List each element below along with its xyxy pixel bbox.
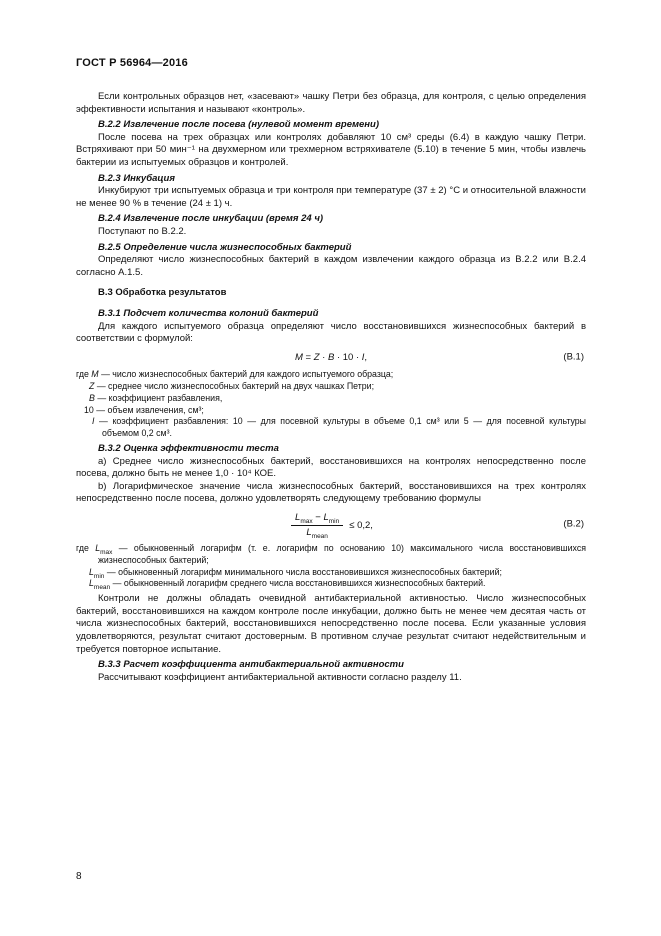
page-number: 8 [76, 871, 82, 882]
formula-punctuation: , [364, 351, 368, 363]
formula-operator: · 10 · [334, 351, 362, 363]
def-term: 10 [84, 404, 94, 415]
heading-b2-4: В.2.4 Извлечение после инкубации (время 24 ч) [98, 213, 324, 225]
doc-number: ГОСТ Р 56964—2016 [76, 57, 188, 69]
formula-variable: В [327, 351, 335, 363]
formula-variable: L [306, 526, 312, 538]
paragraph-b3-2-a: а) Среднее число жизнеспособных бактерий, восстановившихся на контролях непосредственно после посева, должно быть не менее 1,0 · 10⁴ КОЕ. [76, 455, 586, 480]
def-text: — обыкновенный логарифм (т. е. логарифм по основанию 10) максимального числа восстановившихся жизнеспособных бактерий; [98, 543, 586, 565]
def-text: — коэффициент разбавления, [94, 392, 223, 403]
def-text: — обыкновенный логарифм минимального числа восстановившихся жизнеспособных бактерий; [104, 566, 502, 577]
intro-paragraph: Если контрольных образцов нет, «засевают» чашку Петри без образца, для контроля, с целью определения эффективности испытания и называют «контроль». [76, 91, 586, 115]
heading-b3: В.3 Обработка результатов [98, 287, 227, 299]
paragraph-b3-3: Рассчитывают коэффициент антибактериальной активности согласно разделу 11. [98, 671, 462, 683]
definition-item [76, 543, 586, 567]
paragraph-b2-2: После посева на трех образцах или контролях добавляют 10 см³ среды (6.4) в каждую чашку Петри. Встряхивают при 50 мин⁻¹ на двухмерном или трехмерном встряхивателе (5.10) в течение 5 мин, чтобы извлечь бактерии из испытуемых образцов и контролей. [76, 131, 586, 168]
definition-item [76, 405, 586, 417]
paragraph-b2-4: Поступают по В.2.2. [98, 225, 187, 237]
formula-b2-number: (В.2) [563, 518, 584, 530]
paragraph-b3-2-closing: Контроли не должны обладать очевидной антибактериальной активностью. Число жизнеспособных бактерий, восстановившихся на каждом контроле после инкубации, должно быть не менее чем десятая часть от числа жизнеспособных бактерий, восстановившихся непосредственно после посева. Если указанные условия удовлетворяются, результат считают достоверным. В противном случае результат считают недействительным и требуется повторное испытание. [76, 593, 586, 655]
def-term: В [89, 392, 95, 403]
definition-item [76, 578, 586, 590]
def-prefix: где [76, 543, 96, 554]
fraction-numerator [291, 512, 343, 526]
def-text: — коэффициент разбавления: 10 — для посевной культуры в объеме 0,1 см³ или 5 — для посевной культуры объемом 0,2 см³. [94, 416, 586, 439]
formula-variable: М [294, 351, 303, 363]
heading-b2-5: В.2.5 Определение числа жизнеспособных бактерий [98, 241, 352, 253]
formula-b1-expression [295, 352, 367, 363]
heading-b3-1: В.3.1 Подсчет количества колоний бактерий [98, 307, 319, 319]
definition-item [76, 416, 586, 440]
def-term: I [92, 416, 95, 427]
def-term: L [89, 566, 94, 577]
formula-subscript: mean [311, 532, 328, 540]
formula-b1-definitions [76, 369, 586, 440]
def-term: L [89, 578, 94, 589]
def-text: — обыкновенный логарифм среднего числа восстановившихся жизнеспособных бактерий. [110, 578, 486, 589]
def-term: М [91, 369, 99, 380]
formula-operator: = [302, 351, 314, 363]
def-text: — число жизнеспособных бактерий для каждого испытуемого образца; [98, 369, 394, 380]
def-text: — среднее число жизнеспособных бактерий на двух чашках Петри; [94, 381, 375, 392]
formula-b1 [76, 352, 586, 365]
formula-b1-number: (В.1) [563, 351, 584, 363]
def-term-subscript: min [93, 572, 105, 580]
formula-b2 [76, 512, 586, 538]
formula-operator: − [312, 512, 324, 524]
paragraph-b2-3: Инкубируют три испытуемых образца и три контроля при температуре (37 ± 2) °С и относительной влажности не менее 90 % в течение (24 ± 1) ч. [76, 185, 586, 209]
heading-b3-3: В.3.3 Расчет коэффициента антибактериальной активности [98, 659, 404, 671]
def-term-subscript: max [100, 548, 113, 556]
formula-operator: · [319, 351, 328, 363]
formula-variable: I [361, 351, 365, 363]
definition-item [76, 381, 586, 393]
paragraph-b3-1: Для каждого испытуемого образца определяют число восстановившихся жизнеспособных бактерий в соответствии с формулой: [76, 320, 586, 345]
heading-b2-2: В.2.2 Извлечение после посева (нулевой момент времени) [98, 119, 379, 131]
formula-subscript: max [300, 517, 313, 525]
formula-variable: Z [313, 351, 320, 363]
def-term-subscript: mean [93, 584, 111, 592]
fraction-denominator [306, 526, 328, 539]
heading-b2-3: В.2.3 Инкубация [98, 172, 175, 184]
formula-condition: ≤ 0,2, [349, 519, 373, 531]
def-prefix: где [76, 369, 92, 380]
definition-item [76, 393, 586, 405]
formula-b2-definitions [76, 543, 586, 590]
formula-b2-expression [289, 512, 373, 540]
definition-item [76, 567, 586, 579]
formula-variable: L [295, 512, 301, 524]
def-term: L [95, 543, 101, 554]
paragraph-b2-5: Определяют число жизнеспособных бактерий в каждом извлечении каждого образца из В.2.2 или В.2.4 согласно А.1.5. [76, 254, 586, 278]
paragraph-b3-2-b: b) Логарифмическое значение числа жизнеспособных бактерий, восстановившихся на трех контролях непосредственно после посева, должно удовлетворять следующему требованию формулы [76, 480, 586, 505]
document-content [76, 91, 586, 684]
heading-b3-2: В.3.2 Оценка эффективности теста [98, 443, 279, 455]
fraction [291, 512, 343, 538]
formula-variable: L [323, 512, 329, 524]
definition-item [76, 369, 586, 381]
formula-subscript: min [328, 517, 340, 525]
def-text: — объем извлечения, см³; [93, 404, 204, 415]
def-term: Z [89, 381, 95, 392]
